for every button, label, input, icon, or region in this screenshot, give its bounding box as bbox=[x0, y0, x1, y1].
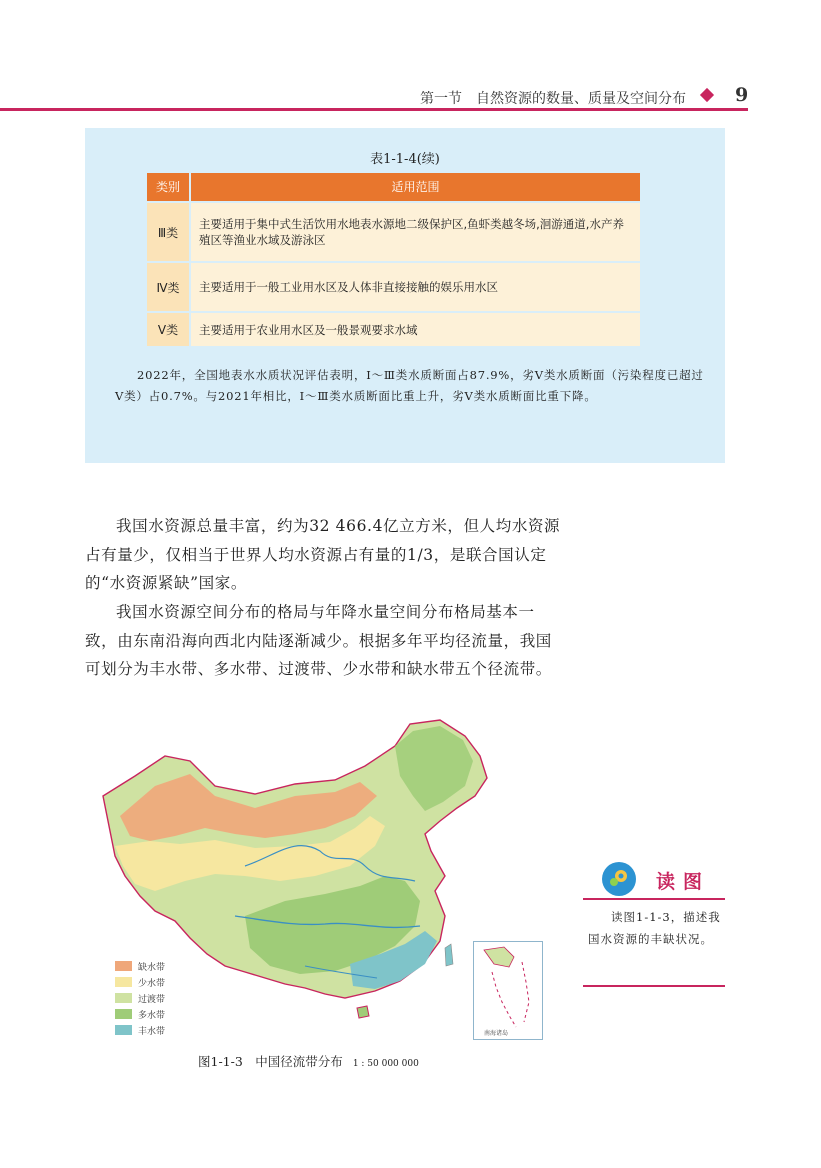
sidebar-title: 读图 bbox=[656, 871, 711, 893]
legend-swatch bbox=[115, 1025, 132, 1035]
page-number: 9 bbox=[735, 84, 749, 106]
header-rule bbox=[0, 108, 748, 111]
legend-item bbox=[115, 1007, 165, 1021]
row-category: Ⅳ类 bbox=[147, 263, 189, 311]
info-box bbox=[85, 128, 725, 463]
column-header-scope: 适用范围 bbox=[191, 173, 640, 201]
legend-label: 少水带 bbox=[138, 978, 166, 989]
row-category: Ⅲ类 bbox=[147, 203, 189, 261]
legend-label: 多水带 bbox=[138, 1010, 166, 1021]
sidebar-rule-bottom bbox=[583, 985, 725, 987]
row-scope: 主要适用于农业用水区及一般景观要求水域 bbox=[191, 313, 640, 346]
legend-label: 缺水带 bbox=[138, 962, 166, 973]
body-paragraph: 我国水资源总量丰富，约为32 466.4亿立方米，但人均水资源占有量少，仅相当于世界人均水资源占有量的1/3，是联合国认定的“水资源紧缺”国家。 bbox=[85, 517, 561, 592]
table-header-row bbox=[147, 173, 640, 201]
figure-caption bbox=[198, 1052, 419, 1070]
map-legend bbox=[115, 959, 165, 1039]
legend-item bbox=[115, 991, 165, 1005]
reading-head-icon bbox=[602, 862, 636, 896]
table-row bbox=[147, 313, 640, 346]
row-scope: 主要适用于集中式生活饮用水地表水源地二级保护区,鱼虾类越冬场,洄游通道,水产养殖区等渔业水域及游泳区 bbox=[191, 203, 640, 261]
legend-swatch bbox=[115, 993, 132, 1003]
map-scale: 1 : 50 000 000 bbox=[352, 1059, 419, 1069]
diamond-icon bbox=[700, 88, 714, 102]
sidebar-text: 读图1-1-3，描述我国水资源的丰缺状况。 bbox=[588, 910, 721, 946]
legend-label: 丰水带 bbox=[138, 1026, 166, 1037]
body-paragraph: 我国水资源空间分布的格局与年降水量空间分布格局基本一致，由东南沿海向西北内陆逐渐减少。根据多年平均径流量，我国可划分为丰水带、多水带、过渡带、少水带和缺水带五个径流带。 bbox=[85, 603, 552, 678]
column-header-category: 类别 bbox=[147, 173, 189, 201]
sidebar-rule-top bbox=[583, 898, 725, 900]
legend-item bbox=[115, 959, 165, 973]
table-caption: 表1-1-4(续) bbox=[370, 152, 440, 167]
table-row bbox=[147, 203, 640, 261]
legend-item bbox=[115, 975, 165, 989]
water-quality-table bbox=[147, 173, 640, 346]
inset-label: 南海诸岛 bbox=[484, 1030, 509, 1037]
taiwan-island bbox=[445, 944, 453, 966]
legend-swatch bbox=[115, 1009, 132, 1019]
legend-swatch bbox=[115, 977, 132, 987]
legend-swatch bbox=[115, 961, 132, 971]
water-quality-note: 2022年，全国地表水水质状况评估表明，Ⅰ～Ⅲ类水质断面占87.9%，劣Ⅴ类水质断面（污染程度已超过Ⅴ类）占0.7%。与2021年相比，Ⅰ～Ⅲ类水质断面比重上升，劣Ⅴ类水质断面比重下降。 bbox=[115, 368, 704, 403]
section-title: 第一节 自然资源的数量、质量及空间分布 bbox=[420, 91, 686, 107]
row-category: Ⅴ类 bbox=[147, 313, 189, 346]
legend-item bbox=[115, 1023, 165, 1037]
head-gear-glyph bbox=[602, 862, 636, 896]
table-row bbox=[147, 263, 640, 311]
hainan-island bbox=[357, 1006, 369, 1018]
row-scope: 主要适用于一般工业用水区及人体非直接接触的娱乐用水区 bbox=[191, 263, 640, 311]
inset-map bbox=[474, 942, 542, 1039]
legend-label: 过渡带 bbox=[138, 994, 166, 1005]
south-china-sea-inset bbox=[473, 941, 543, 1040]
figure-title: 图1-1-3 中国径流带分布 bbox=[198, 1054, 343, 1069]
